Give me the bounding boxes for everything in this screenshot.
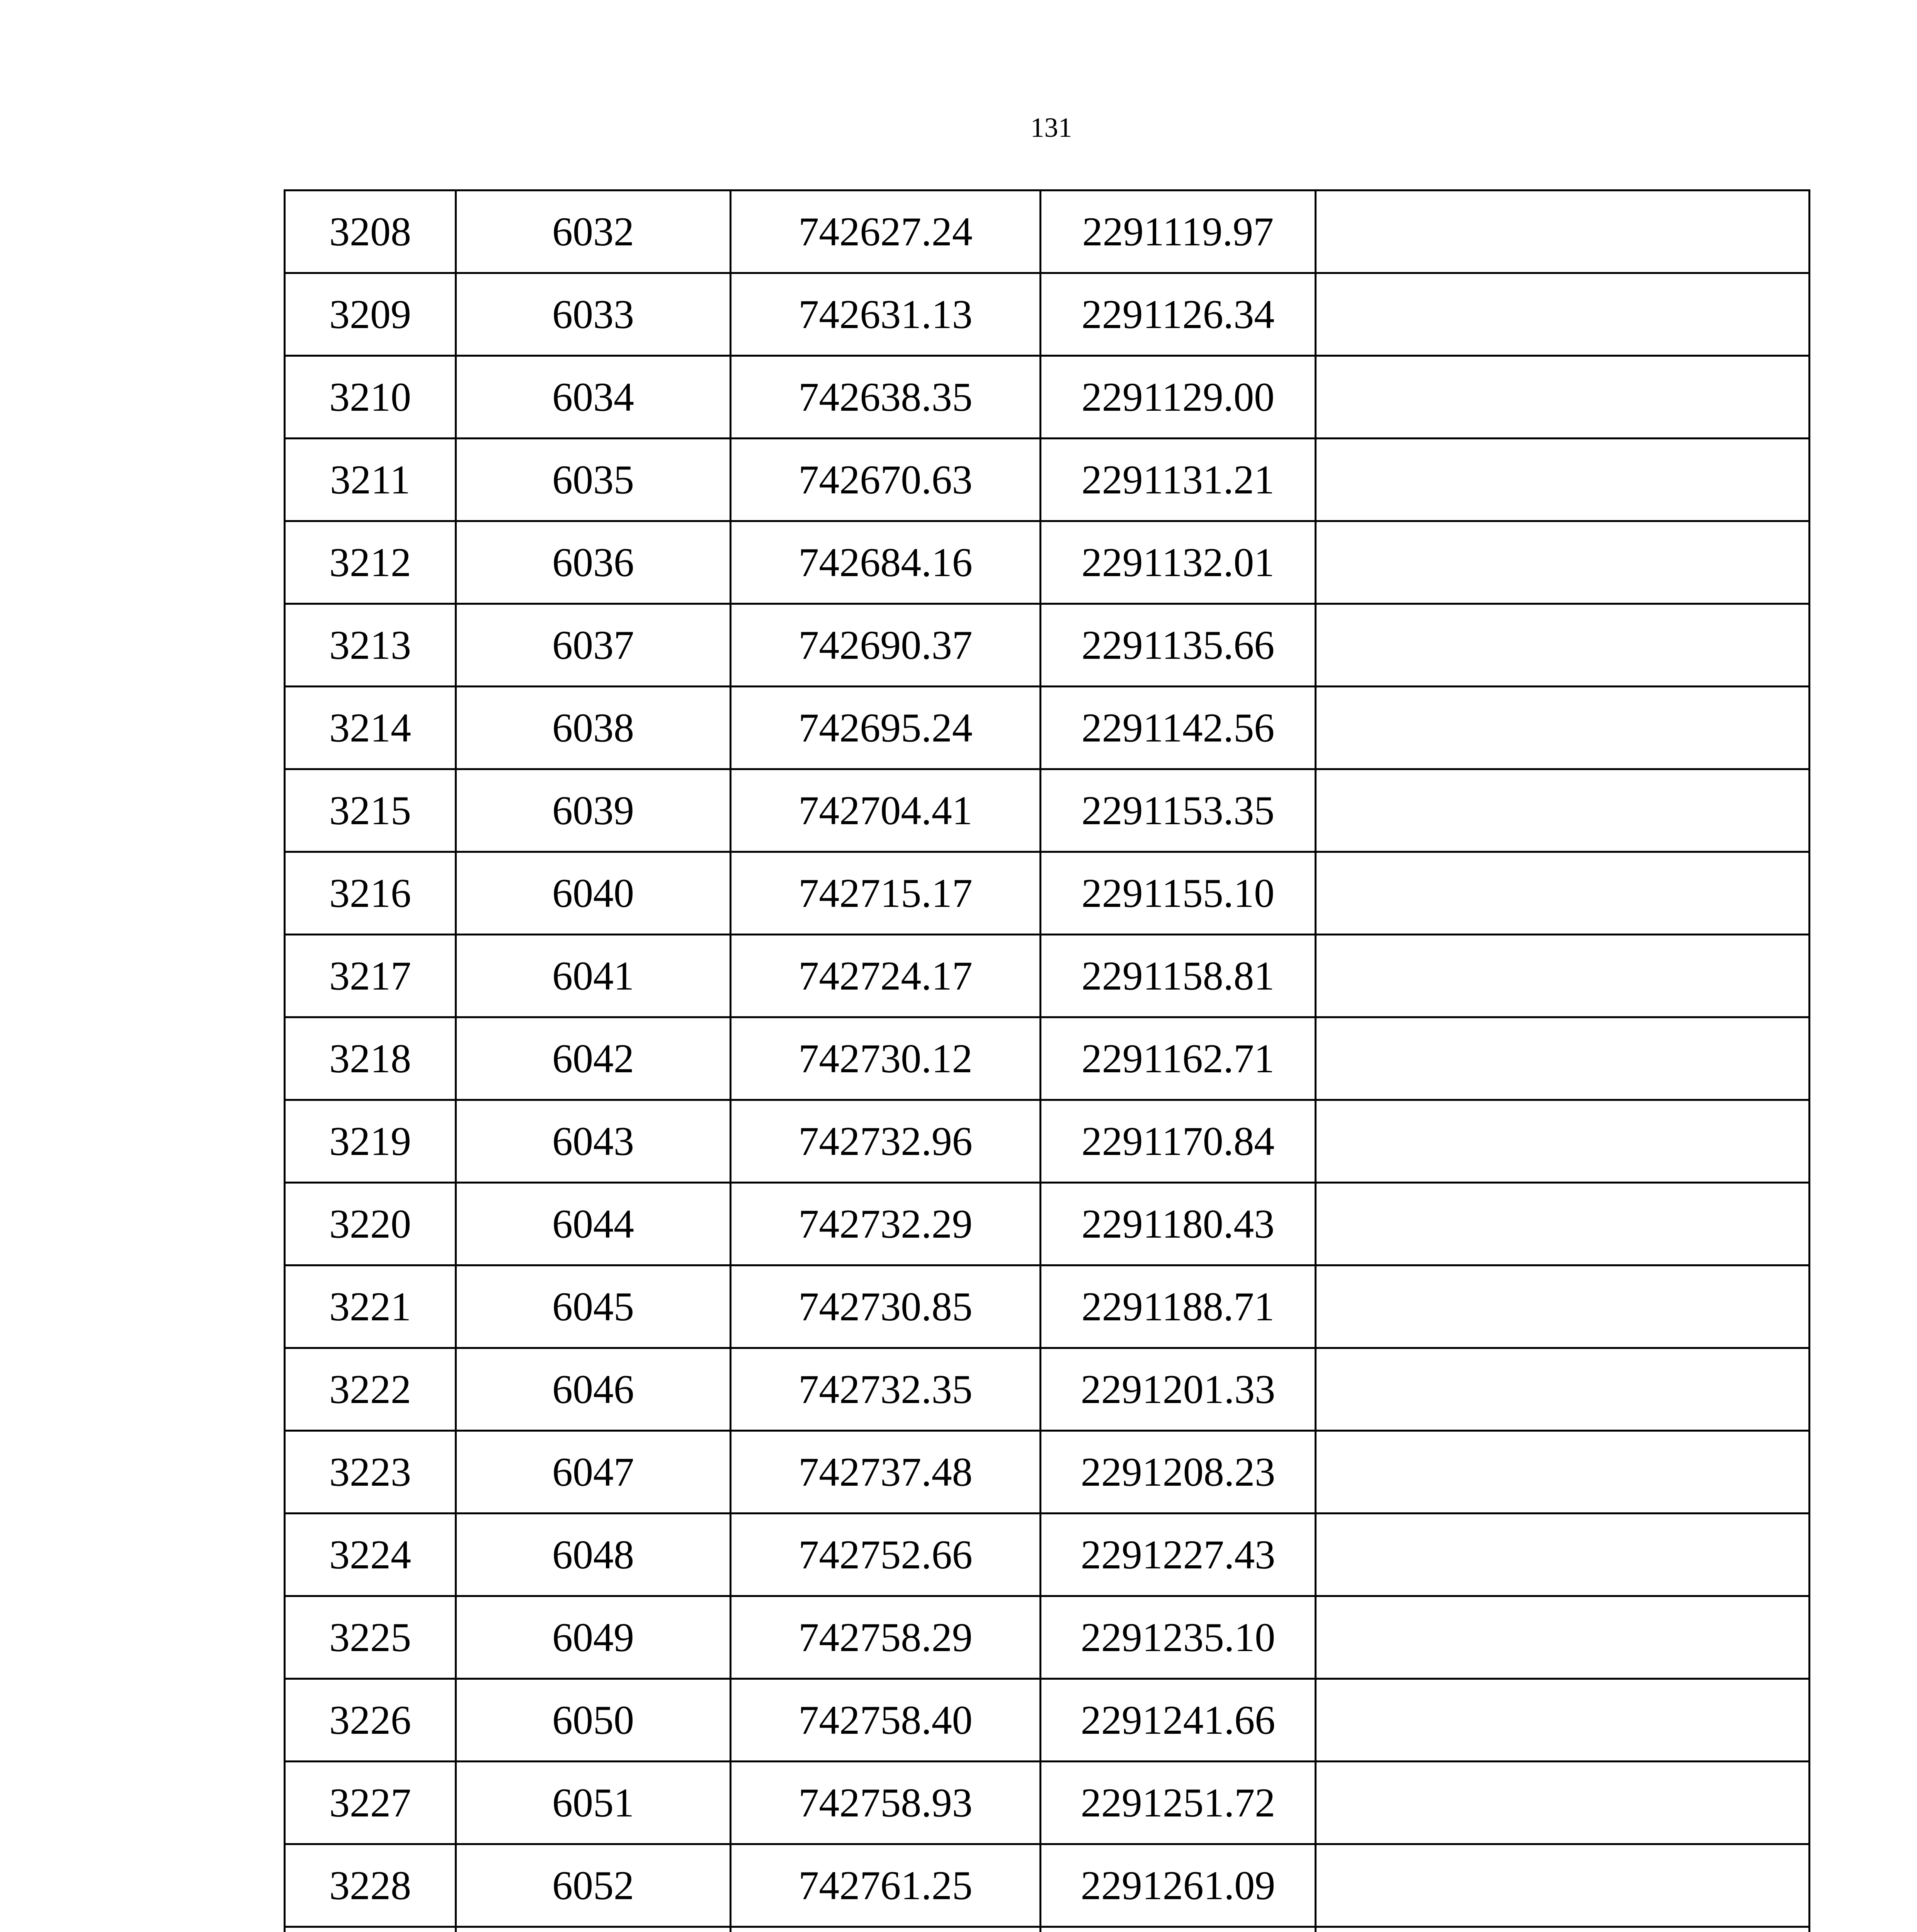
point-id-cell: 6035 [456, 439, 731, 521]
y-coordinate-cell: 2291251.72 [1041, 1762, 1316, 1844]
y-coordinate-cell: 2291126.34 [1041, 273, 1316, 356]
point-id-cell: 6048 [456, 1514, 731, 1596]
y-coordinate-cell: 2291170.84 [1041, 1100, 1316, 1183]
x-coordinate-cell: 742737.48 [731, 1431, 1041, 1514]
table-row [285, 604, 1810, 687]
row-index-cell: 3226 [285, 1679, 456, 1762]
y-coordinate-cell: 2291227.43 [1041, 1514, 1316, 1596]
y-coordinate-cell: 2291261.09 [1041, 1844, 1316, 1927]
x-coordinate-cell: 742758.93 [731, 1762, 1041, 1844]
row-index-cell: 3210 [285, 356, 456, 439]
x-coordinate-cell: 742732.29 [731, 1183, 1041, 1265]
table-row [285, 1514, 1810, 1596]
point-id-cell: 6043 [456, 1100, 731, 1183]
page-number [0, 112, 1917, 143]
point-id-cell: 6045 [456, 1265, 731, 1348]
note-cell [1316, 1596, 1810, 1679]
row-index-cell: 3220 [285, 1183, 456, 1265]
table-row [285, 1348, 1810, 1431]
row-index-cell: 3227 [285, 1762, 456, 1844]
row-index-cell: 3222 [285, 1348, 456, 1431]
y-coordinate-cell: 2291208.23 [1041, 1431, 1316, 1514]
point-id-cell: 6050 [456, 1679, 731, 1762]
point-id-cell: 6039 [456, 769, 731, 852]
point-id-cell: 6033 [456, 273, 731, 356]
point-id-cell: 6051 [456, 1762, 731, 1844]
row-index-cell: 3208 [285, 190, 456, 273]
y-coordinate-cell: 2291235.10 [1041, 1596, 1316, 1679]
x-coordinate-cell: 742730.12 [731, 1017, 1041, 1100]
row-index-cell: 3213 [285, 604, 456, 687]
note-cell [1316, 1017, 1810, 1100]
x-coordinate-cell: 742724.17 [731, 935, 1041, 1017]
table-row [285, 1679, 1810, 1762]
y-coordinate-cell: 2291142.56 [1041, 687, 1316, 769]
point-id-cell [456, 1927, 731, 1932]
table-row [285, 1017, 1810, 1100]
note-cell [1316, 1431, 1810, 1514]
note-cell [1316, 852, 1810, 935]
note-cell [1316, 1100, 1810, 1183]
note-cell [1316, 1183, 1810, 1265]
row-index-cell: 3224 [285, 1514, 456, 1596]
row-index-cell: 3211 [285, 439, 456, 521]
y-coordinate-cell: 2291155.10 [1041, 852, 1316, 935]
row-index-cell: 3214 [285, 687, 456, 769]
x-coordinate-cell: 742704.41 [731, 769, 1041, 852]
note-cell [1316, 521, 1810, 604]
x-coordinate-cell: 742627.24 [731, 190, 1041, 273]
x-coordinate-cell: 742638.35 [731, 356, 1041, 439]
note-cell [1316, 439, 1810, 521]
coordinate-table [284, 189, 1810, 1932]
x-coordinate-cell: 742631.13 [731, 273, 1041, 356]
y-coordinate-cell: 2291153.35 [1041, 769, 1316, 852]
table-row [285, 356, 1810, 439]
table-row [285, 521, 1810, 604]
point-id-cell: 6047 [456, 1431, 731, 1514]
note-cell [1316, 1514, 1810, 1596]
point-id-cell: 6037 [456, 604, 731, 687]
row-index-cell: 3221 [285, 1265, 456, 1348]
x-coordinate-cell: 742732.35 [731, 1348, 1041, 1431]
y-coordinate-cell: 2291135.66 [1041, 604, 1316, 687]
table-row [285, 852, 1810, 935]
y-coordinate-cell: 2291132.01 [1041, 521, 1316, 604]
note-cell [1316, 1265, 1810, 1348]
x-coordinate-cell: 742761.25 [731, 1844, 1041, 1927]
y-coordinate-cell: 2291162.71 [1041, 1017, 1316, 1100]
table-row [285, 1927, 1810, 1932]
point-id-cell: 6042 [456, 1017, 731, 1100]
row-index-cell: 3218 [285, 1017, 456, 1100]
table-row [285, 769, 1810, 852]
table-row [285, 439, 1810, 521]
table-row [285, 1265, 1810, 1348]
point-id-cell: 6046 [456, 1348, 731, 1431]
note-cell [1316, 356, 1810, 439]
x-coordinate-cell: 742758.29 [731, 1596, 1041, 1679]
point-id-cell: 6038 [456, 687, 731, 769]
table-row [285, 935, 1810, 1017]
note-cell [1316, 1762, 1810, 1844]
row-index-cell: 3209 [285, 273, 456, 356]
row-index-cell: 3223 [285, 1431, 456, 1514]
x-coordinate-cell: 742715.17 [731, 852, 1041, 935]
row-index-cell: 3215 [285, 769, 456, 852]
note-cell [1316, 935, 1810, 1017]
coordinate-table-body [285, 190, 1810, 1932]
y-coordinate-cell [1041, 1927, 1316, 1932]
x-coordinate-cell: 742684.16 [731, 521, 1041, 604]
table-row [285, 273, 1810, 356]
y-coordinate-cell: 2291129.00 [1041, 356, 1316, 439]
note-cell [1316, 273, 1810, 356]
point-id-cell: 6049 [456, 1596, 731, 1679]
row-index-cell: 3212 [285, 521, 456, 604]
note-cell [1316, 190, 1810, 273]
note-cell [1316, 687, 1810, 769]
point-id-cell: 6041 [456, 935, 731, 1017]
y-coordinate-cell: 2291201.33 [1041, 1348, 1316, 1431]
note-cell [1316, 1679, 1810, 1762]
x-coordinate-cell: 742752.66 [731, 1514, 1041, 1596]
row-index-cell: 3225 [285, 1596, 456, 1679]
table-row [285, 1762, 1810, 1844]
point-id-cell: 6034 [456, 356, 731, 439]
point-id-cell: 6040 [456, 852, 731, 935]
row-index-cell [285, 1927, 456, 1932]
y-coordinate-cell: 2291188.71 [1041, 1265, 1316, 1348]
x-coordinate-cell [731, 1927, 1041, 1932]
table-row [285, 1596, 1810, 1679]
x-coordinate-cell: 742730.85 [731, 1265, 1041, 1348]
note-cell [1316, 1844, 1810, 1927]
y-coordinate-cell: 2291119.97 [1041, 190, 1316, 273]
y-coordinate-cell: 2291158.81 [1041, 935, 1316, 1017]
page-number-text: 131 [1030, 112, 1072, 143]
point-id-cell: 6032 [456, 190, 731, 273]
table-row [285, 1844, 1810, 1927]
y-coordinate-cell: 2291131.21 [1041, 439, 1316, 521]
x-coordinate-cell: 742695.24 [731, 687, 1041, 769]
point-id-cell: 6044 [456, 1183, 731, 1265]
note-cell [1316, 1927, 1810, 1932]
y-coordinate-cell: 2291180.43 [1041, 1183, 1316, 1265]
row-index-cell: 3228 [285, 1844, 456, 1927]
x-coordinate-cell: 742732.96 [731, 1100, 1041, 1183]
note-cell [1316, 604, 1810, 687]
table-row [285, 1183, 1810, 1265]
x-coordinate-cell: 742670.63 [731, 439, 1041, 521]
table-row [285, 687, 1810, 769]
row-index-cell: 3217 [285, 935, 456, 1017]
note-cell [1316, 769, 1810, 852]
row-index-cell: 3216 [285, 852, 456, 935]
table-row [285, 190, 1810, 273]
point-id-cell: 6052 [456, 1844, 731, 1927]
row-index-cell: 3219 [285, 1100, 456, 1183]
x-coordinate-cell: 742690.37 [731, 604, 1041, 687]
note-cell [1316, 1348, 1810, 1431]
table-row [285, 1431, 1810, 1514]
table-row [285, 1100, 1810, 1183]
y-coordinate-cell: 2291241.66 [1041, 1679, 1316, 1762]
x-coordinate-cell: 742758.40 [731, 1679, 1041, 1762]
point-id-cell: 6036 [456, 521, 731, 604]
